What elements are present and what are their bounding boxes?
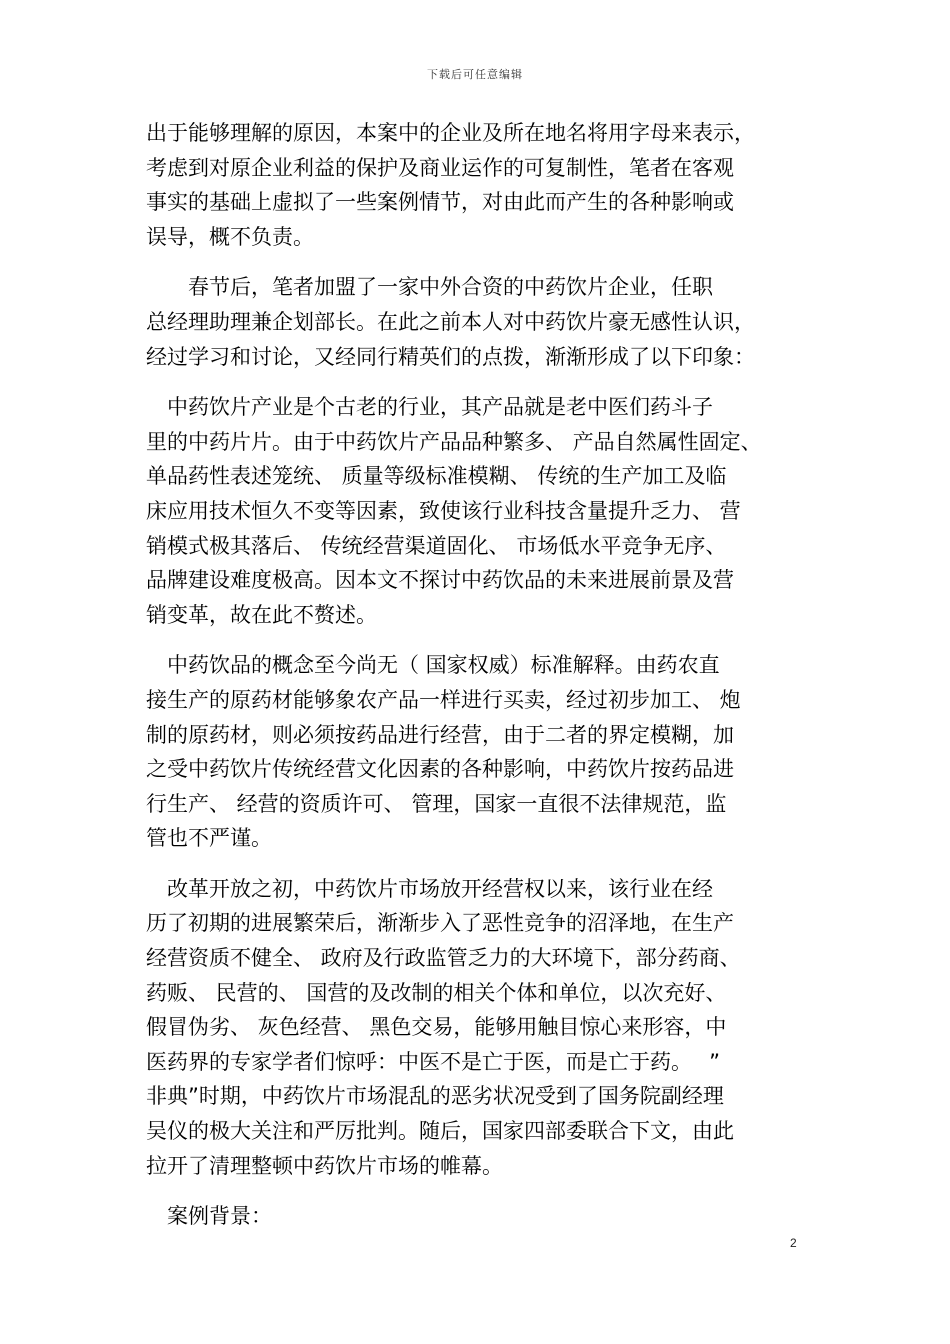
paragraph-introduction: [146, 270, 811, 374]
text-line: 管也不严谨。: [146, 826, 272, 851]
paragraph-definition: [146, 648, 811, 856]
text-line: 制的原药材，则必须按药品进行经营，由于二者的界定模糊，加: [146, 722, 734, 747]
text-line: 总经理助理兼企划部长。在此之前本人对中药饮片豪无感性认识，: [146, 309, 755, 334]
paragraph-disclaimer: [146, 116, 811, 254]
text-line: 春节后，笔者加盟了一家中外合资的中药饮片企业，任职: [146, 275, 713, 300]
text-line: 误导，概不负责。: [146, 224, 314, 249]
text-line: 历了初期的进展繁荣后，渐渐步入了恶性竞争的沼泽地，在生产: [146, 911, 734, 936]
text-line: 事实的基础上虚拟了一些案例情节，对由此而产生的各种影响或: [146, 190, 734, 215]
text-line: 中药饮品的概念至今尚无（ 国家权威）标准解释。由药农直: [146, 653, 720, 678]
text-line: 中药饮片产业是个古老的行业，其产品就是老中医们药斗子: [146, 395, 713, 420]
section-heading-case-background: [146, 1199, 811, 1234]
text-line: 医药界的专家学者们惊呼：中医不是亡于医，而是亡于药。 ”: [146, 1049, 721, 1074]
text-line: 拉开了清理整顿中药饮片市场的帷幕。: [146, 1153, 503, 1178]
text-line: 改革开放之初，中药饮片市场放开经营权以来，该行业在经: [146, 876, 713, 901]
text-line: 接生产的原药材能够象农产品一样进行买卖，经过初步加工、 炮: [146, 687, 741, 712]
text-line: 出于能够理解的原因，本案中的企业及所在地名将用字母来表示，: [146, 121, 755, 145]
text-line: 之受中药饮片传统经营文化因素的各种影响，中药饮片按药品进: [146, 757, 734, 782]
text-line: 销模式极其落后、 传统经营渠道固化、 市场低水平竞争无序、: [146, 533, 727, 558]
paragraph-market-history: [146, 872, 811, 1183]
text-line: 销变革，故在此不赘述。: [146, 602, 377, 627]
text-line: 药贩、 民营的、 国营的及改制的相关个体和单位，以次充好、: [146, 980, 727, 1005]
document-body: [146, 116, 811, 1250]
text-line: 品牌建设难度极高。因本文不探讨中药饮品的未来进展前景及营: [146, 568, 734, 593]
text-line: 非典”时期，中药饮片市场混乱的恶劣状况受到了国务院副经理: [146, 1084, 724, 1109]
text-line: 床应用技术恒久不变等因素，致使该行业科技含量提升乏力、 营: [146, 498, 741, 523]
text-line: 假冒伪劣、 灰色经营、 黑色交易，能够用触目惊心来形容，中: [146, 1015, 727, 1040]
page-header: 下载后可任意编辑: [427, 68, 523, 81]
text-line: 经过学习和讨论，又经同行精英们的点拨，渐渐形成了以下印象：: [146, 344, 755, 369]
text-line: 案例背景：: [146, 1204, 272, 1229]
text-line: 里的中药片片。由于中药饮片产品品种繁多、 产品自然属性固定、: [146, 429, 762, 454]
text-line: 单品药性表述笼统、 质量等级标准模糊、 传统的生产加工及临: [146, 464, 727, 489]
paragraph-industry-overview: [146, 390, 811, 632]
text-line: 考虑到对原企业利益的保护及商业运作的可复制性，笔者在客观: [146, 155, 734, 180]
text-line: 行生产、 经营的资质许可、 管理，国家一直很不法律规范，监: [146, 791, 727, 816]
page-number: 2: [790, 1236, 797, 1250]
text-line: 吴仪的极大关注和严厉批判。随后，国家四部委联合下文，由此: [146, 1119, 734, 1144]
text-line: 经营资质不健全、 政府及行政监管乏力的大环境下，部分药商、: [146, 946, 741, 971]
